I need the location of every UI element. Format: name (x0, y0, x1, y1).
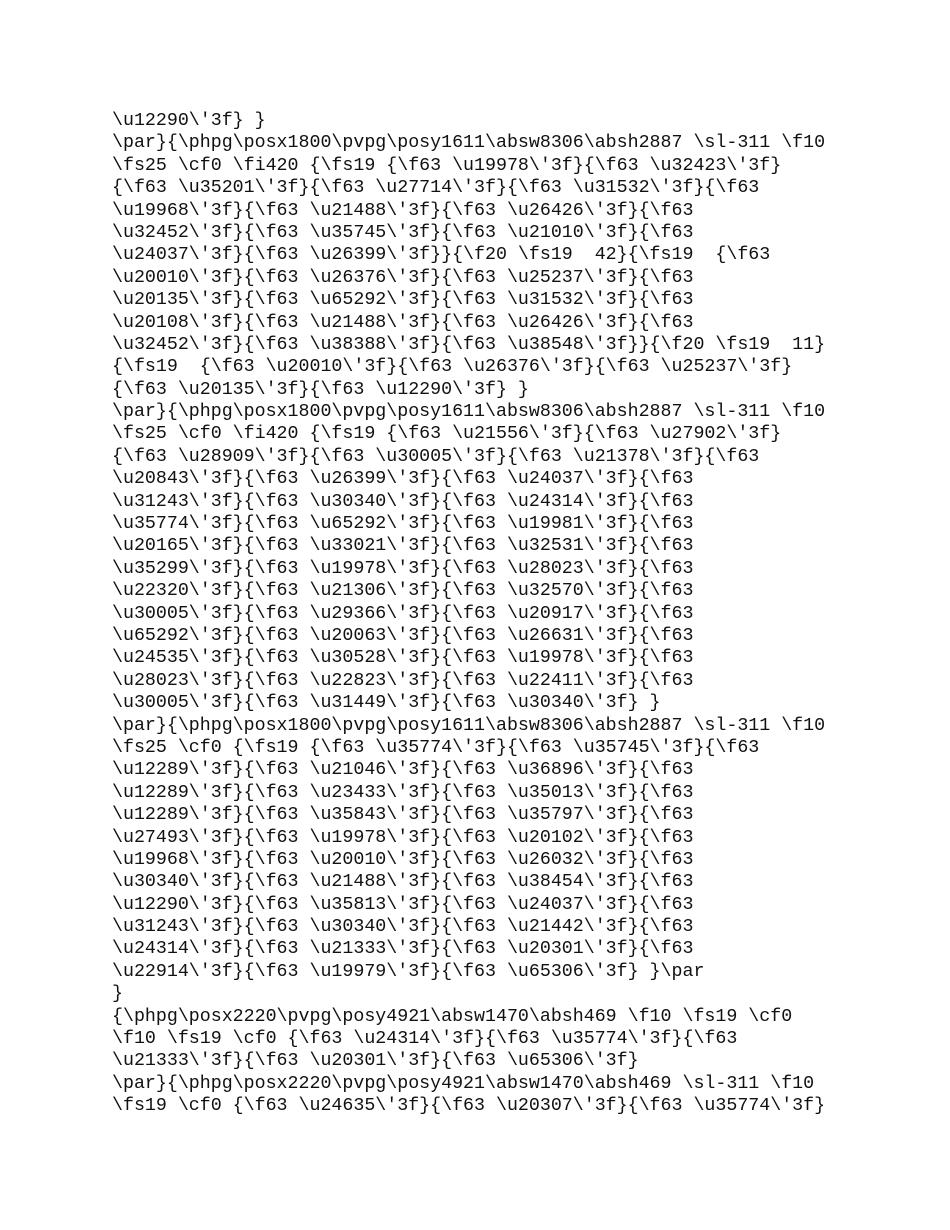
text-line: \u19968\'3f}{\f63 \u20010\'3f}{\f63 \u26032\'3f}{\f63 (112, 849, 694, 870)
text-line: \par}{\phpg\posx1800\pvpg\posy1611\absw8306\absh2887 \sl-311 \f10 (112, 133, 826, 154)
text-line: \u20843\'3f}{\f63 \u26399\'3f}{\f63 \u24037\'3f}{\f63 (112, 469, 694, 490)
text-line: {\fs19 {\f63 \u20010\'3f}{\f63 \u26376\'3f}{\f63 \u25237\'3f} (112, 357, 793, 378)
text-line: \u65292\'3f}{\f63 \u20063\'3f}{\f63 \u26631\'3f}{\f63 (112, 625, 694, 646)
text-line: {\f63 \u35201\'3f}{\f63 \u27714\'3f}{\f63 \u31532\'3f}{\f63 (112, 178, 760, 199)
text-line: \par}{\phpg\posx1800\pvpg\posy1611\absw8306\absh2887 \sl-311 \f10 (112, 715, 826, 736)
text-line: {\phpg\posx2220\pvpg\posy4921\absw1470\absh469 \f10 \fs19 \cf0 (112, 1006, 793, 1027)
text-line: \fs25 \cf0 {\fs19 {\f63 \u35774\'3f}{\f63 \u35745\'3f}{\f63 (112, 737, 760, 758)
text-line: \u12289\'3f}{\f63 \u23433\'3f}{\f63 \u35013\'3f}{\f63 (112, 782, 694, 803)
text-line: {\f63 \u20135\'3f}{\f63 \u12290\'3f} } (112, 379, 529, 400)
text-line: \u27493\'3f}{\f63 \u19978\'3f}{\f63 \u20102\'3f}{\f63 (112, 827, 694, 848)
text-line: \u21333\'3f}{\f63 \u20301\'3f}{\f63 \u65306\'3f} (112, 1051, 639, 1072)
text-line: \u19968\'3f}{\f63 \u21488\'3f}{\f63 \u26426\'3f}{\f63 (112, 200, 694, 221)
text-line: \par}{\phpg\posx1800\pvpg\posy1611\absw8306\absh2887 \sl-311 \f10 (112, 402, 826, 423)
text-line: \u24314\'3f}{\f63 \u21333\'3f}{\f63 \u20301\'3f}{\f63 (112, 939, 694, 960)
text-line: \u20135\'3f}{\f63 \u65292\'3f}{\f63 \u31532\'3f}{\f63 (112, 290, 694, 311)
text-line: \u35774\'3f}{\f63 \u65292\'3f}{\f63 \u19981\'3f}{\f63 (112, 514, 694, 535)
text-line: \u30005\'3f}{\f63 \u29366\'3f}{\f63 \u20917\'3f}{\f63 (112, 603, 694, 624)
text-line: \u12290\'3f}{\f63 \u35813\'3f}{\f63 \u24037\'3f}{\f63 (112, 894, 694, 915)
rtf-source-text (112, 110, 932, 1118)
text-line: \u32452\'3f}{\f63 \u38388\'3f}{\f63 \u38548\'3f}}{\f20 \fs19 11} (112, 334, 826, 355)
text-line: \u22320\'3f}{\f63 \u21306\'3f}{\f63 \u32570\'3f}{\f63 (112, 581, 694, 602)
text-line: \u31243\'3f}{\f63 \u30340\'3f}{\f63 \u21442\'3f}{\f63 (112, 917, 694, 938)
text-line: \u30340\'3f}{\f63 \u21488\'3f}{\f63 \u38454\'3f}{\f63 (112, 872, 694, 893)
text-line: \u22914\'3f}{\f63 \u19979\'3f}{\f63 \u65306\'3f} }\par (112, 961, 705, 982)
text-line: \fs19 \cf0 {\f63 \u24635\'3f}{\f63 \u20307\'3f}{\f63 \u35774\'3f} (112, 1096, 826, 1117)
text-line: \u30005\'3f}{\f63 \u31449\'3f}{\f63 \u30340\'3f} } (112, 693, 661, 714)
text-line: } (112, 984, 123, 1005)
text-line: \par}{\phpg\posx2220\pvpg\posy4921\absw1470\absh469 \sl-311 \f10 (112, 1073, 815, 1094)
text-line: \fs25 \cf0 \fi420 {\fs19 {\f63 \u21556\'3f}{\f63 \u27902\'3f} (112, 424, 782, 445)
text-line: \u24535\'3f}{\f63 \u30528\'3f}{\f63 \u19978\'3f}{\f63 (112, 648, 694, 669)
text-line: \u32452\'3f}{\f63 \u35745\'3f}{\f63 \u21010\'3f}{\f63 (112, 222, 694, 243)
text-line: \u20108\'3f}{\f63 \u21488\'3f}{\f63 \u26426\'3f}{\f63 (112, 312, 694, 333)
text-line: \u24037\'3f}{\f63 \u26399\'3f}}{\f20 \fs19 42}{\fs19 {\f63 (112, 245, 771, 266)
text-line: \u12289\'3f}{\f63 \u35843\'3f}{\f63 \u35797\'3f}{\f63 (112, 805, 694, 826)
text-line: \f10 \fs19 \cf0 {\f63 \u24314\'3f}{\f63 \u35774\'3f}{\f63 (112, 1029, 738, 1050)
text-line: \u20165\'3f}{\f63 \u33021\'3f}{\f63 \u32531\'3f}{\f63 (112, 536, 694, 557)
text-line: {\f63 \u28909\'3f}{\f63 \u30005\'3f}{\f63 \u21378\'3f}{\f63 (112, 446, 760, 467)
text-line: \u12290\'3f} } (112, 111, 266, 131)
text-line: \u28023\'3f}{\f63 \u22823\'3f}{\f63 \u22411\'3f}{\f63 (112, 670, 694, 691)
text-line: \u31243\'3f}{\f63 \u30340\'3f}{\f63 \u24314\'3f}{\f63 (112, 491, 694, 512)
text-line: \fs25 \cf0 \fi420 {\fs19 {\f63 \u19978\'3f}{\f63 \u32423\'3f} (112, 155, 782, 176)
text-line: \u12289\'3f}{\f63 \u21046\'3f}{\f63 \u36896\'3f}{\f63 (112, 760, 694, 781)
text-line: \u35299\'3f}{\f63 \u19978\'3f}{\f63 \u28023\'3f}{\f63 (112, 558, 694, 579)
text-line: \u20010\'3f}{\f63 \u26376\'3f}{\f63 \u25237\'3f}{\f63 (112, 267, 694, 288)
